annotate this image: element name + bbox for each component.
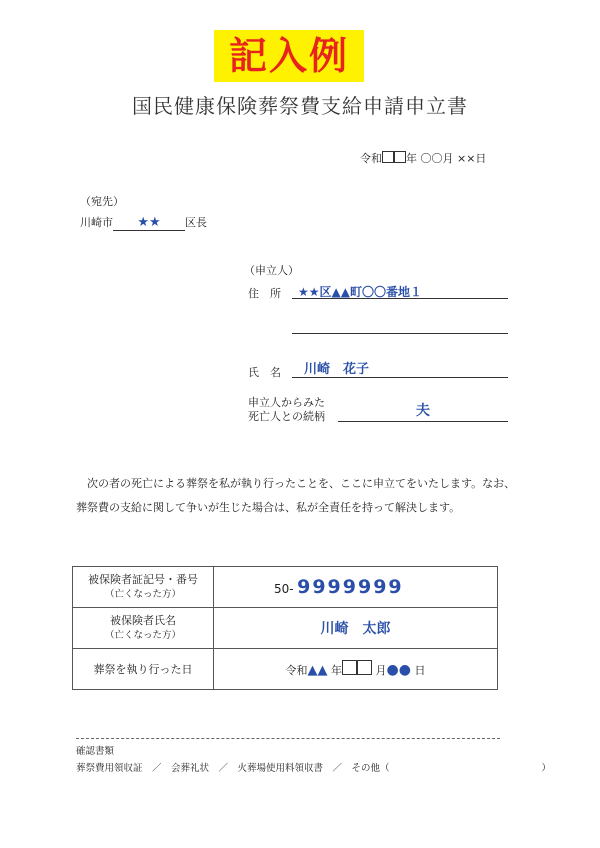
address-value: ★★区▲▲町〇〇番地１ [298, 285, 422, 299]
name-field [292, 358, 508, 378]
funeral-date-year: 年 [331, 664, 343, 677]
relation-label [248, 396, 325, 424]
addressee-city: 川崎市 [80, 216, 113, 229]
insurance-number-label-cell [73, 567, 214, 608]
funeral-date-day: 日 [414, 664, 426, 677]
applicant-heading: （申立人） [244, 264, 299, 277]
footer-heading: 確認書類 [76, 746, 115, 757]
relation-label-line1: 申立人からみた [248, 396, 325, 409]
insurance-number-cell [214, 567, 498, 608]
date-year-mark: 年 [406, 152, 417, 165]
funeral-date-cell [214, 649, 498, 690]
insured-name-sub: （亡くなった方） [104, 630, 181, 641]
date-day: ××日 [457, 152, 487, 165]
address-field-line2 [292, 318, 508, 334]
name-value: 川崎 花子 [304, 362, 370, 377]
funeral-date-month-box [357, 660, 372, 675]
insured-name-label-cell [73, 608, 214, 649]
divider [76, 738, 500, 739]
insurance-number-value: 9999999 [297, 576, 404, 598]
relation-field [338, 400, 508, 422]
table-row [73, 608, 498, 649]
address-label: 住 所 [248, 287, 281, 300]
date-line [360, 150, 486, 166]
footer-items: 葬祭費用領収証 ／ 会葬礼状 ／ 火葬場使用料領収書 ／ その他（ ） [76, 763, 552, 774]
funeral-date-month: 月 [375, 664, 387, 677]
funeral-date-year-value: ▲▲ [307, 663, 328, 678]
insured-name-cell [214, 608, 498, 649]
funeral-date-label-cell [73, 649, 214, 690]
addressee-ward-field [113, 215, 185, 231]
date-era: 令和 [360, 152, 382, 165]
relation-label-line2: 死亡人との続柄 [248, 410, 325, 423]
statement-text: 次の者の死亡による葬祭を私が執り行ったことを、ここに申立てをいたします。なお、葬祭費の支給に関して争いが生じた場合は、私が全責任を持って解決します。 [76, 477, 516, 514]
insurance-number-label: 被保険者証記号・番号 [88, 573, 198, 586]
funeral-date-day-value: ●● [386, 662, 411, 678]
page-title: 国民健康保険葬祭費支給申請申立書 [132, 94, 468, 118]
addressee-line [80, 214, 207, 231]
addressee-prefix: （宛先） [80, 195, 124, 208]
insured-name-label: 被保険者氏名 [110, 614, 176, 627]
table-row [73, 649, 498, 690]
funeral-date-label: 葬祭を執り行った日 [93, 662, 193, 676]
date-year-box [382, 151, 394, 163]
addressee-suffix: 区長 [185, 216, 207, 229]
example-badge: 記入例 [214, 30, 364, 82]
deceased-info-table [72, 566, 498, 690]
address-field [292, 281, 508, 299]
insured-name-value: 川崎 太郎 [320, 621, 391, 637]
insurance-number-sub: （亡くなった方） [104, 589, 181, 600]
name-label: 氏 名 [248, 366, 281, 379]
relation-value: 夫 [416, 403, 430, 419]
date-month: 〇〇月 [420, 152, 454, 165]
date-year-box [394, 151, 406, 163]
funeral-date-month-box [342, 660, 357, 675]
addressee-ward-value: ★★ [137, 215, 161, 230]
funeral-date-era: 令和 [285, 664, 308, 677]
insurance-number-prefix: 50- [274, 582, 294, 596]
table-row [73, 567, 498, 608]
